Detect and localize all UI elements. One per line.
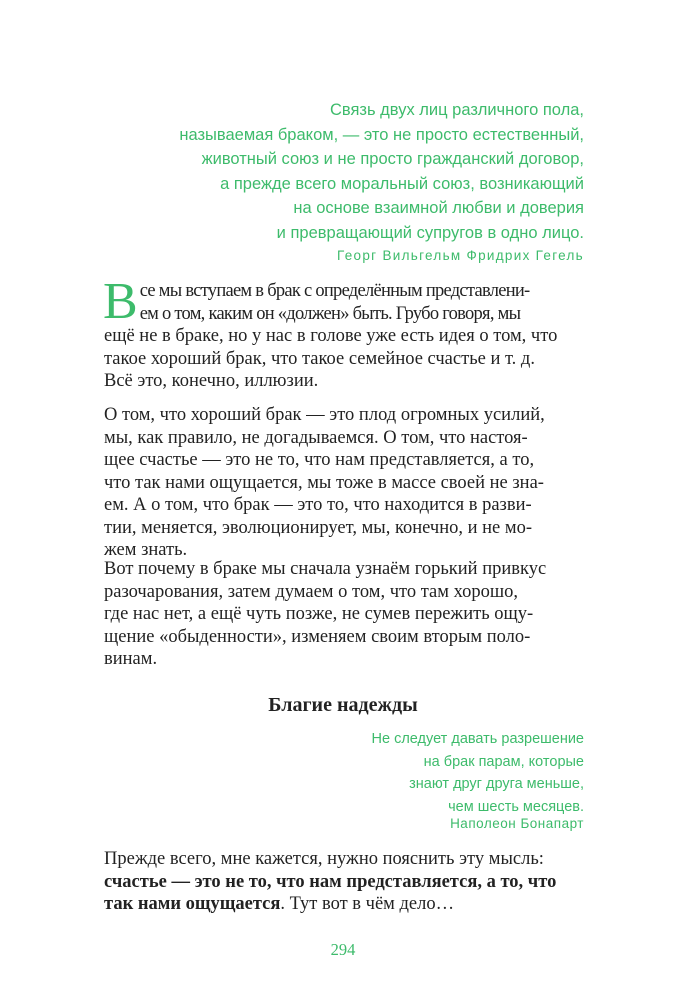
epigraph-author-napoleon: Наполеон Бонапарт (450, 816, 584, 831)
epigraph-line: и превращающий супругов в одно лицо. (276, 223, 584, 242)
text-line: щение «обыденности», изменяем своим вторым поло- (104, 626, 531, 647)
text-line: се мы вступаем в брак с определённым представлени- (139, 281, 530, 301)
text-line: ещё не в браке, но у нас в голове уже есть идея о том, что (104, 326, 558, 346)
body-paragraph-1 (103, 273, 584, 393)
regular-text: . Тут вот в чём дело… (280, 894, 455, 914)
text-line: ем о том, каким он «должен» быть. Грубо говоря, мы (139, 303, 521, 324)
epigraph-line: называемая браком, — это не просто естественный, (179, 125, 584, 144)
text-line: жем знать. (104, 540, 188, 560)
text-line: что так нами ощущается, мы тоже в массе своей не зна- (104, 472, 544, 493)
epigraph-line: чем шесть месяцев. (448, 798, 584, 815)
body-paragraph-3 (104, 558, 584, 671)
epigraph-line: на основе взаимной любви и доверия (293, 199, 584, 218)
epigraph-line: животный союз и не просто гражданский договор, (201, 150, 584, 169)
section-heading: Благие надежды (268, 694, 418, 716)
text-line: Прежде всего, мне кажется, нужно пояснить эту мысль: (104, 849, 544, 869)
text-line: разочарования, затем думаем о том, что там хорошо, (104, 581, 518, 602)
text-line-bold (104, 871, 584, 894)
bold-text: счастье — это не то, что нам представляется, а то, что (104, 871, 557, 892)
text-line: где нас нет, а ещё чуть позже, не сумев пережить ощу- (104, 604, 534, 624)
text-line-mixed (104, 893, 584, 916)
epigraph-line: Связь двух лиц различного пола, (329, 101, 584, 119)
body-paragraph-4 (104, 848, 584, 916)
epigraph-line: знают друг друга меньше, (409, 776, 584, 792)
body-paragraph-2 (104, 404, 584, 562)
epigraph-line: на брак парам, которые (423, 753, 584, 770)
drop-cap: В (103, 273, 138, 330)
epigraph-napoleon (372, 728, 584, 818)
text-line: щее счастье — это не то, что нам представляется, а то, (104, 450, 535, 470)
epigraph-author-hegel: Георг Вильгельм Фридрих Гегель (337, 248, 584, 263)
text-line: мы, как правило, не догадываемся. О том, что настоя- (104, 427, 528, 448)
text-line: такое хороший брак, что такое семейное счастье и т. д. (104, 348, 535, 369)
text-line: О том, что хороший брак — это плод огромных усилий, (104, 405, 545, 425)
text-line: ем. А о том, что брак — это то, что находится в разви- (104, 495, 532, 515)
text-line: тии, меняется, эволюционирует, мы, конечно, и не мо- (104, 517, 533, 538)
text-line: винам. (104, 649, 158, 669)
epigraph-hegel (179, 98, 584, 246)
text-line: Вот почему в браке мы сначала узнаём горький привкус (104, 559, 547, 579)
epigraph-line: Не следует давать разрешение (371, 731, 584, 747)
epigraph-line: а прежде всего моральный союз, возникающий (220, 174, 584, 193)
bold-text: так нами ощущается (104, 894, 281, 914)
text-line: Всё это, конечно, иллюзии. (104, 371, 319, 391)
page-number: 294 (330, 940, 356, 959)
